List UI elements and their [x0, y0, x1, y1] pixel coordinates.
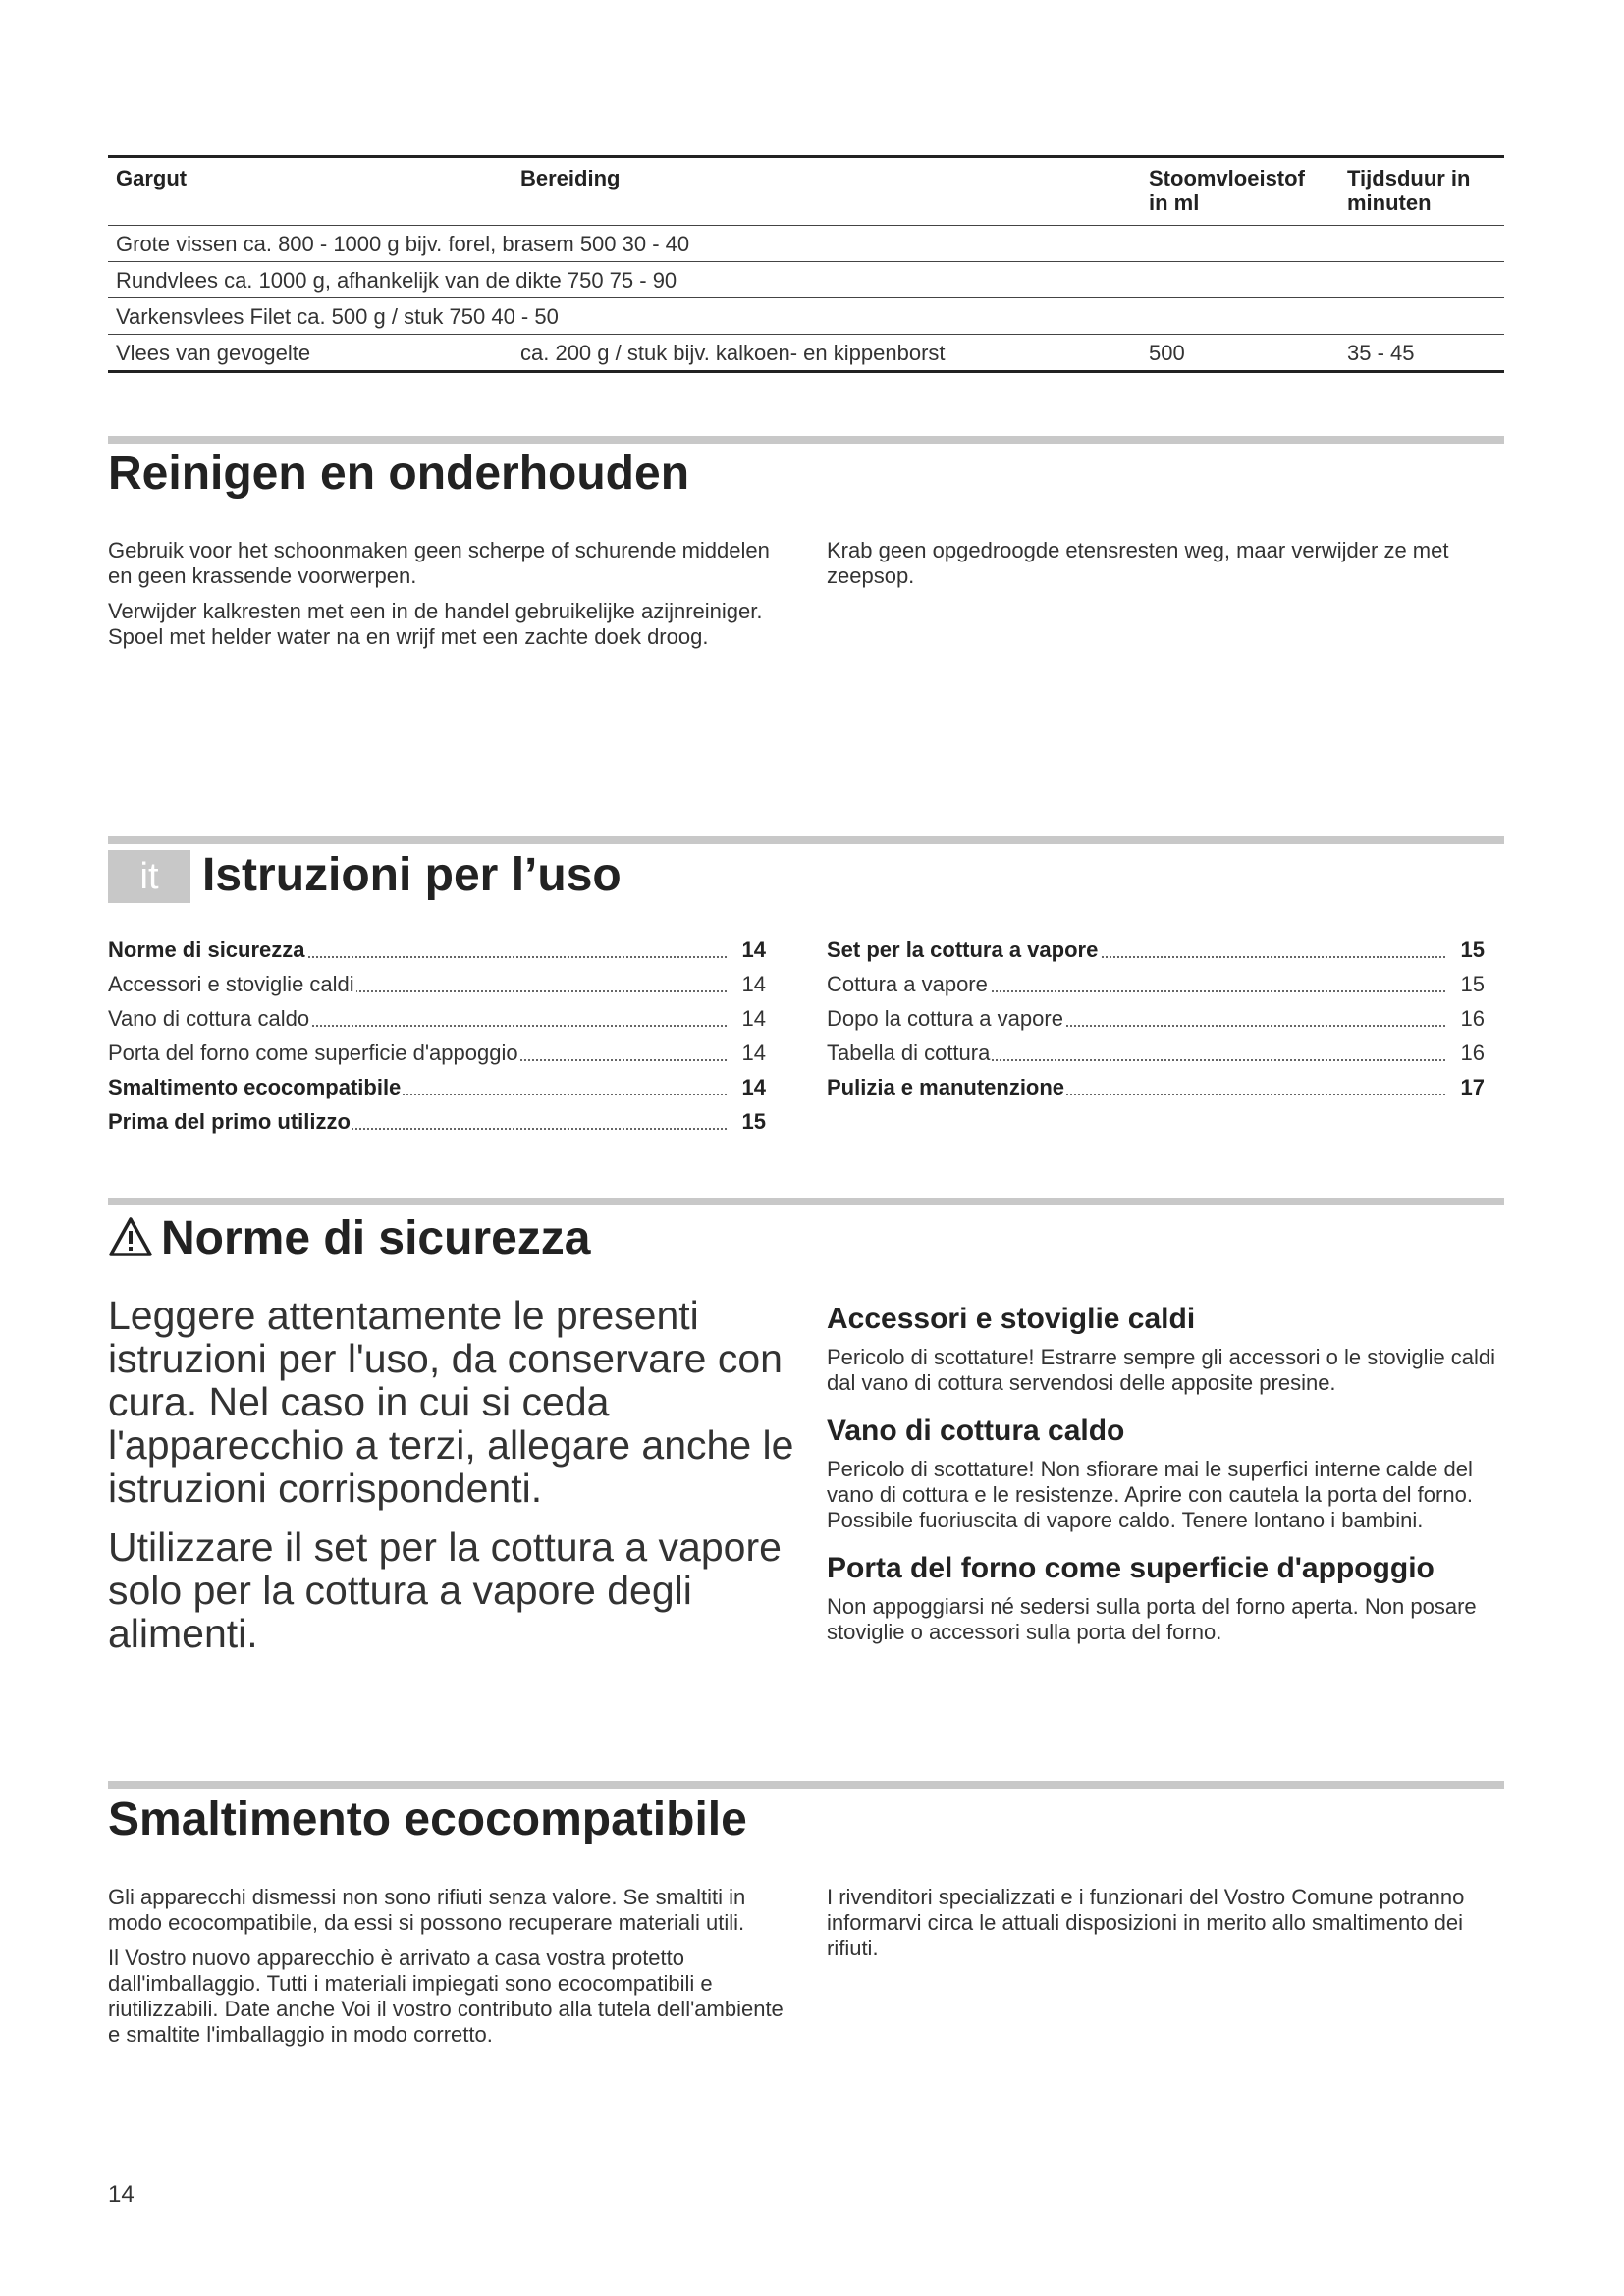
toc-right: [827, 933, 1485, 1104]
cleaning-right-column: [827, 538, 1504, 599]
row-text: Rundvlees ca. 1000 g, afhankelijk van de dikte 750 75 - 90: [116, 268, 677, 293]
toc-item[interactable]: Prima del primo utilizzo 15: [108, 1104, 766, 1139]
cell-food: Vlees van gevogelte: [116, 341, 311, 365]
toc-item[interactable]: Smaltimento ecocompatibile 14: [108, 1070, 766, 1104]
section-rule: [108, 1198, 1504, 1205]
toc-left: [108, 933, 766, 1139]
subsection-heading: Porta del forno come superficie d'appoggio: [827, 1552, 1435, 1584]
safety-subsections: [827, 1302, 1504, 1663]
header-time: Tijdsduur in minuten: [1347, 166, 1471, 215]
cooking-table: [108, 155, 1504, 373]
paragraph: I rivenditori specializzati e i funzionari del Vostro Comune potranno informarvi circa le attuali disposizioni in merito allo smaltimento dei rifiuti.: [827, 1885, 1465, 1960]
section-rule: [108, 436, 1504, 444]
toc-item[interactable]: Accessori e stoviglie caldi 14: [108, 967, 766, 1001]
toc-item[interactable]: Norme di sicurezza 14: [108, 933, 766, 967]
disposal-title: Smaltimento ecocompatibile: [108, 1793, 747, 1845]
toc-item[interactable]: Dopo la cottura a vapore 16: [827, 1001, 1485, 1036]
subsection: [827, 1414, 1504, 1533]
intro-paragraph: Leggere attentamente le presenti istruzioni per l'uso, da conservare con cura. Nel caso in cui si ceda l'apparecchio a terzi, allegare anche le istruzioni corrispondenti.: [108, 1293, 794, 1511]
paragraph: Verwijder kalkresten met een in de handel gebruikelijke azijnreiniger. Spoel met helder water na en wrijf met een zachte doek droog.: [108, 599, 763, 649]
paragraph: Gebruik voor het schoonmaken geen scherpe of schurende middelen en geen krassende voorwerpen.: [108, 538, 770, 588]
header-food: Gargut: [116, 166, 188, 190]
safety-title-wrap: [108, 1211, 590, 1266]
toc-item[interactable]: Tabella di cottura 16: [827, 1036, 1485, 1070]
subsection-text: Pericolo di scottature! Non sfiorare mai le superfici interne calde del vano di cottura e le resistenze. Aprire con cautela la porta del forno. Possibile fuoriuscita di vapore caldo. Tenere lontano i bambini.: [827, 1457, 1473, 1532]
cell-time: 35 - 45: [1347, 341, 1415, 365]
cell-steam: 500: [1149, 341, 1185, 365]
safety-intro: [108, 1294, 795, 1671]
subsection: [827, 1551, 1504, 1645]
cleaning-title: Reinigen en onderhouden: [108, 448, 690, 500]
paragraph: Il Vostro nuovo apparecchio è arrivato a casa vostra protetto dall'imballaggio. Tutti i materiali impiegati sono ecocompatibili e riutilizzabili. Date anche Voi il vostro contributo alla tutela dell'ambiente e smaltite l'imballaggio in modo corretto.: [108, 1946, 784, 2047]
disposal-right-column: [827, 1885, 1504, 1971]
header-steam: Stoomvloeistof in ml: [1149, 166, 1305, 215]
toc-item[interactable]: Vano di cottura caldo 14: [108, 1001, 766, 1036]
table-row: [108, 262, 1504, 298]
table-row: [108, 226, 1504, 262]
toc-item[interactable]: Cottura a vapore 15: [827, 967, 1485, 1001]
toc-item[interactable]: Pulizia e manutenzione 17: [827, 1070, 1485, 1104]
section-rule: [108, 836, 1504, 844]
warning-icon: [108, 1216, 153, 1257]
table-row: [108, 335, 1504, 373]
toc-item[interactable]: Set per la cottura a vapore 15: [827, 933, 1485, 967]
header-preparation: Bereiding: [520, 166, 621, 190]
subsection-text: Non appoggiarsi né sedersi sulla porta del forno aperta. Non posare stoviglie o accessori sulla porta del forno.: [827, 1594, 1477, 1644]
intro-paragraph: Utilizzare il set per la cottura a vapore solo per la cottura a vapore degli alimenti.: [108, 1524, 782, 1656]
safety-title: Norme di sicurezza: [161, 1212, 591, 1264]
toc-item[interactable]: Porta del forno come superficie d'appoggio 14: [108, 1036, 766, 1070]
table-header-row: [108, 158, 1504, 226]
subsection: [827, 1302, 1504, 1396]
language-badge: it: [108, 850, 190, 903]
row-text: Grote vissen ca. 800 - 1000 g bijv. forel, brasem 500 30 - 40: [116, 232, 690, 256]
subsection-heading: Accessori e stoviglie caldi: [827, 1303, 1196, 1335]
instructions-title: Istruzioni per l’uso: [202, 849, 622, 901]
cell-preparation: ca. 200 g / stuk bijv. kalkoen- en kippenborst: [520, 341, 946, 365]
paragraph: Gli apparecchi dismessi non sono rifiuti senza valore. Se smaltiti in modo ecocompatibile, da essi si possono recuperare materiali utili.: [108, 1885, 746, 1935]
paragraph: Krab geen opgedroogde etensresten weg, maar verwijder ze met zeepsop.: [827, 538, 1449, 588]
cleaning-left-column: [108, 538, 795, 660]
table-row: [108, 298, 1504, 335]
disposal-left-column: [108, 1885, 795, 2057]
subsection-text: Pericolo di scottature! Estrarre sempre gli accessori o le stoviglie caldi dal vano di cottura servendosi delle apposite presine.: [827, 1345, 1496, 1395]
section-rule: [108, 1781, 1504, 1789]
subsection-heading: Vano di cottura caldo: [827, 1415, 1125, 1447]
row-text: Varkensvlees Filet ca. 500 g / stuk 750 40 - 50: [116, 304, 559, 329]
page-number: 14: [108, 2181, 135, 2208]
